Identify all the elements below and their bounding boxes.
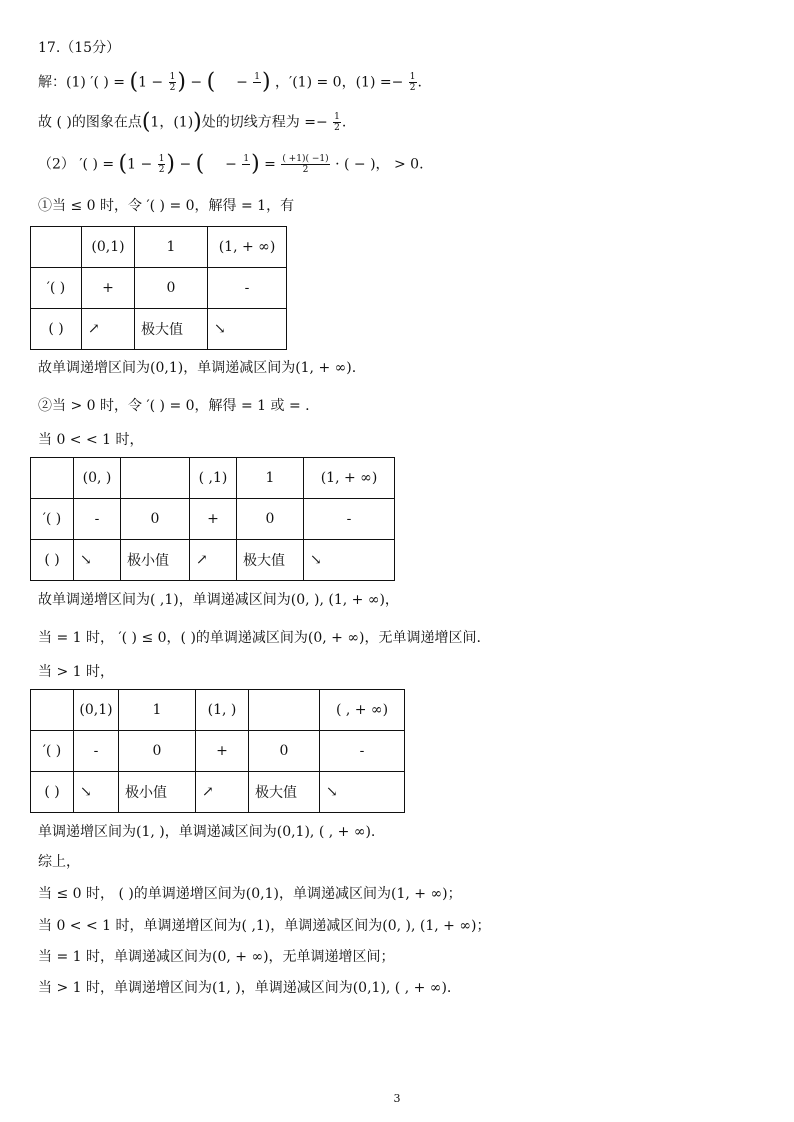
subcase-c-heading: 当 > 1 时， — [38, 664, 114, 680]
table-cell: ↘ — [74, 772, 119, 813]
table-cell: (0, ) — [74, 458, 121, 499]
part1-derivative-line — [38, 69, 422, 95]
part1-text-b: 1 − — [138, 74, 164, 91]
table-cell: 极小值 — [121, 540, 190, 581]
fraction: 1 — [243, 154, 250, 164]
summary-title: 综上， — [38, 854, 80, 870]
part1-text-a: 解：(1) ′( ) = — [38, 74, 126, 91]
table-cell: - — [208, 268, 287, 309]
table-cell: 0 — [135, 268, 208, 309]
table-cell: 极小值 — [119, 772, 196, 813]
part2-text-f: · ( − )， > 0. — [335, 156, 424, 173]
table-cell: - — [74, 731, 119, 772]
table-cell: ↗ — [82, 309, 135, 350]
table-row — [31, 309, 287, 350]
tangent-text-a: 故 ( )的图象在点 — [38, 114, 142, 131]
table-cell: ↘ — [208, 309, 287, 350]
table-cell: 1 — [119, 690, 196, 731]
table-cell: - — [320, 731, 405, 772]
table-cell: ( ) — [31, 309, 82, 350]
tangent-point: 1，(1) — [150, 114, 194, 131]
part2-text-d: − — [225, 156, 237, 173]
fraction: 1 — [254, 72, 260, 82]
period: . — [417, 74, 422, 91]
part2-text-e: = — [264, 156, 276, 173]
table-case1 — [30, 226, 287, 350]
table-row — [31, 540, 395, 581]
fraction: $\frac{1}{2}$ — [334, 112, 340, 133]
open-paren: ( — [195, 151, 205, 177]
table-cell: ( ) — [31, 540, 74, 581]
table-cell: - — [304, 499, 395, 540]
fraction: $\frac{1}{2}$ — [158, 154, 165, 175]
table-cell — [31, 690, 74, 731]
case2-statement: ②当 > 0 时，令 ′( ) = 0，解得 = 1 或 = . — [38, 398, 310, 414]
table-row — [31, 227, 287, 268]
table-cell: ′( ) — [31, 731, 74, 772]
table-cell: - — [74, 499, 121, 540]
table-cell: ↘ — [74, 540, 121, 581]
table-row — [31, 268, 287, 309]
table-cell: ′( ) — [31, 268, 82, 309]
table-cell — [31, 458, 74, 499]
case2a-conclusion: 故单调递增区间为( ,1)，单调递减区间为(0, ), (1, + ∞)， — [38, 592, 399, 608]
table-cell: + — [190, 499, 237, 540]
problem-number: 17.（15分） — [38, 40, 121, 56]
table-cell: (0,1) — [74, 690, 119, 731]
part1-text-c: − — [190, 74, 203, 91]
part2-text-a: （2） ′( ) = — [38, 156, 115, 173]
table-cell: 极大值 — [249, 772, 320, 813]
table-cell: + — [196, 731, 249, 772]
table-cell: ( , + ∞) — [320, 690, 405, 731]
case2c-conclusion: 单调递增区间为(1, )，单调递减区间为(0,1), ( , + ∞). — [38, 824, 376, 840]
page-number: 3 — [393, 1092, 401, 1105]
table-cell: ↘ — [304, 540, 395, 581]
table-cell — [249, 690, 320, 731]
part1-text-d: − — [236, 74, 248, 91]
table-row — [31, 690, 405, 731]
table-cell: ↗ — [196, 772, 249, 813]
table-cell: ( ,1) — [190, 458, 237, 499]
open-paren: ( — [118, 151, 128, 177]
table-cell: 1 — [135, 227, 208, 268]
close-paren: ) — [177, 69, 186, 95]
table-cell — [31, 227, 82, 268]
open-paren: ( — [206, 69, 216, 95]
fraction: $\frac{1}{2}$ — [169, 72, 176, 93]
subcase-a-heading: 当 0 < < 1 时， — [38, 432, 144, 448]
table-cell: 极大值 — [237, 540, 304, 581]
table-row — [31, 499, 395, 540]
table-cell: 0 — [237, 499, 304, 540]
table-row — [31, 458, 395, 499]
table-cell: 0 — [119, 731, 196, 772]
table-cell: ↗ — [190, 540, 237, 581]
table-cell: + — [82, 268, 135, 309]
table-row — [31, 772, 405, 813]
summary-line: 当 ≤ 0 时， ( )的单调递增区间为(0,1)，单调递减区间为(1, + ∞)； — [38, 886, 462, 902]
open-paren: ( — [141, 109, 151, 135]
table-cell: (1, + ∞) — [304, 458, 395, 499]
case1-statement: ①当 ≤ 0 时，令 ′( ) = 0，解得 = 1，有 — [38, 198, 295, 214]
table-cell: ↘ — [320, 772, 405, 813]
case1-conclusion: 故单调递增区间为(0,1)，单调递减区间为(1, + ∞). — [38, 360, 357, 376]
summary-line: 当 > 1 时，单调递增区间为(1, )，单调递减区间为(0,1), ( , + ∞). — [38, 980, 452, 996]
close-paren: ) — [166, 151, 176, 177]
table-case2a — [30, 457, 395, 581]
table-cell: 0 — [249, 731, 320, 772]
table-cell: ′( ) — [31, 499, 74, 540]
table-cell: (1, ) — [196, 690, 249, 731]
part2-text-b: 1 − — [127, 156, 153, 173]
table-cell: (1, + ∞) — [208, 227, 287, 268]
summary-line: 当 = 1 时，单调递减区间为(0, + ∞)，无单调递增区间； — [38, 949, 395, 965]
table-cell: ( ) — [31, 772, 74, 813]
table-cell — [121, 458, 190, 499]
table-case2c — [30, 689, 405, 813]
part2-derivative-line — [38, 151, 424, 177]
summary-line: 当 0 < < 1 时，单调递增区间为( ,1)，单调递减区间为(0, ), (1, + ∞)； — [38, 918, 491, 934]
fraction: $\frac{( +1)( -1)}{2}$ — [282, 154, 329, 175]
open-paren: ( — [129, 69, 139, 95]
tangent-text-c: 处的切线方程为 =− — [201, 114, 328, 131]
close-paren: ) — [193, 109, 202, 135]
table-cell: 1 — [237, 458, 304, 499]
tangent-line-statement — [38, 109, 347, 135]
close-paren: ) — [262, 69, 271, 95]
period: . — [341, 114, 347, 131]
table-row — [31, 731, 405, 772]
table-cell: (0,1) — [82, 227, 135, 268]
table-cell: 0 — [121, 499, 190, 540]
part1-text-e: ，′(1) = 0，(1) =− — [275, 74, 404, 91]
subcase-b-statement: 当 = 1 时， ′( ) ≤ 0，( )的单调递减区间为(0, + ∞)，无单调递增区间. — [38, 630, 481, 646]
close-paren: ) — [251, 151, 260, 177]
table-cell: 极大值 — [135, 309, 208, 350]
fraction: $\frac{1}{2}$ — [409, 72, 416, 93]
part2-text-c: − — [179, 156, 192, 173]
